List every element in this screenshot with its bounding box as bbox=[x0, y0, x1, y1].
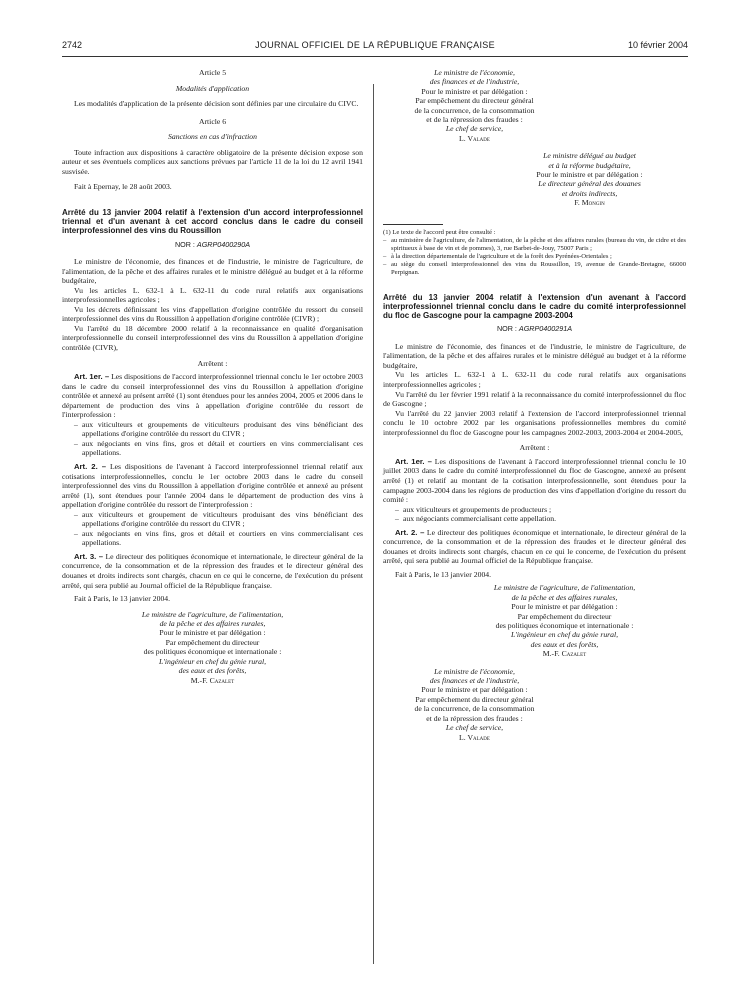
signature-line: Pour le ministre et par délégation : bbox=[536, 170, 643, 180]
art-2-label: Art. 2. – bbox=[395, 527, 425, 537]
list-item: – au ministère de l'agriculture, de l'alimentation, de la pêche et des affaires rurales (bureau du vin, de cidre et des spiritueux à base de vin et de pommes), 3, rue Barbet-de-Jouy, 75007 Paris ; bbox=[383, 237, 686, 253]
arrete-1-arretent: Arrêtent : bbox=[197, 358, 228, 368]
signatory-name: M.-F. Cazalet bbox=[190, 675, 235, 685]
arrete-1-preamble: Le ministre de l'économie, des finances et de l'industrie, le ministre de l'agriculture, de l'alimentation, de la pêche et des affaires rurales et le ministre délégué au budget et à la réforme budgétaire, bbox=[62, 257, 363, 286]
art-1-text: Les dispositions de l'accord interprofessionnel triennal conclu le 1er octobre 2003 dans le cadre du conseil interprofessionnel des vins du Roussillon à appellation d'origine contrôlée et annexé au présent arrêté (1) sont étendues pour les années 2004, 2005 et 2006 dans le département de production des vins à appellation d'origine contrôlée du ressort de l'interprofession : bbox=[62, 372, 363, 420]
signature-agriculture bbox=[62, 610, 363, 685]
signature-line: Pour le ministre et par délégation : bbox=[421, 685, 528, 695]
signatory-name: L. Valade bbox=[459, 133, 490, 143]
signature-line: Par empêchement du directeur bbox=[165, 637, 260, 647]
art-3-label: Art. 3. – bbox=[74, 551, 104, 561]
list-item: – aux viticulteurs et groupement de viticulteurs produisant des vins bénéficiant des appellations d'origine contrôlée du ressort du CIVR ; bbox=[74, 510, 363, 529]
signature-line: Par empêchement du directeur bbox=[517, 611, 612, 621]
list-item: – au siège du conseil interprofessionnel des vins du Roussillon, 19, avenue de Grande-Bretagne, 66000 Perpignan. bbox=[383, 261, 686, 277]
article-5-text: Les modalités d'application de la présente décision sont définies par une circulaire du CIVC. bbox=[74, 99, 359, 109]
signature-line: L'ingénieur en chef du génie rural, bbox=[158, 656, 267, 666]
journal-title: JOURNAL OFFICIEL DE LA RÉPUBLIQUE FRANÇAISE bbox=[255, 40, 495, 50]
list-item: – aux négociants en vins fins, gros et détail et courtiers en vins commercialisant ces appellations. bbox=[74, 529, 363, 548]
signature-line: et de la répression des fraudes : bbox=[426, 713, 523, 723]
left-column bbox=[62, 68, 363, 685]
signature-line: des politiques économique et internationale : bbox=[495, 621, 634, 631]
arrete-2-art-1 bbox=[383, 457, 686, 505]
signature-line: de la pêche et des affaires rurales, bbox=[159, 619, 266, 629]
issue-date: 10 février 2004 bbox=[627, 40, 688, 50]
arrete-1-vu-2: Vu les décrets définissant les vins d'appellation d'origine contrôlée du ressort du conseil interprofessionnel des vins du Roussillon à appellation d'origine contrôlée (CIVR) ; bbox=[62, 304, 363, 324]
signature-line: des eaux et des forêts, bbox=[178, 666, 247, 676]
list-item: – aux viticulteurs et groupements de viticulteurs produisant des vins bénéficiant des appellations d'origine contrôlée du ressort du CIVR ; bbox=[74, 420, 363, 439]
signature-line: Pour le ministre et par délégation : bbox=[511, 602, 618, 612]
signature-line: Le ministre délégué au budget bbox=[543, 151, 636, 161]
arrete-1-art-3 bbox=[62, 552, 363, 590]
signature-line: Le ministre de l'économie, bbox=[434, 68, 515, 77]
list-item: – aux viticulteurs et groupements de producteurs ; bbox=[395, 505, 686, 515]
signature-line: Par empêchement du directeur général bbox=[415, 96, 534, 106]
list-item: – aux négociants commercialisant cette appellation. bbox=[395, 514, 686, 524]
header-rule bbox=[62, 56, 688, 57]
right-column bbox=[383, 68, 686, 742]
art-1-label: Art. 1er. – bbox=[395, 456, 432, 466]
signature-economie bbox=[383, 667, 686, 742]
arrete-1-art-1 bbox=[62, 372, 363, 420]
arrete-2-preamble: Le ministre de l'économie, des finances et de l'industrie, le ministre de l'agriculture, de l'alimentation, de la pêche et des affaires rurales et le ministre délégué au budget et à la réforme budgétaire, bbox=[383, 341, 686, 370]
signature-line: Le ministre de l'agriculture, de l'alimentation, bbox=[141, 609, 284, 619]
nor-1-label: NOR : bbox=[174, 239, 195, 249]
nor-1 bbox=[62, 240, 363, 250]
arrete-1-art-2 bbox=[62, 462, 363, 510]
arrete-2-vu-3: Vu l'arrêté du 22 janvier 2003 relatif à l'extension de l'accord interprofessionnel triennal conclu le 10 octobre 2002 par les organisations professionnelles membres du comité interprofessionnel du floc de Gascogne pour les campagnes 2002-2003, 2003-2004 et 2004-2005, bbox=[383, 408, 686, 437]
signature-line: et à la réforme budgétaire, bbox=[548, 160, 631, 170]
signature-line: Pour le ministre et par délégation : bbox=[421, 86, 528, 96]
art-1-label: Art. 1er. – bbox=[74, 372, 110, 382]
art-2-text: Le directeur des politiques économique et internationale, le directeur général de la concurrence, de la consommation et de la répression des fraudes et le directeur général des douanes et droits indirects sont chargés, chacun en ce qui le concerne, de l'exécution du présent arrêté, qui sera publié au Journal officiel de la République française. bbox=[383, 527, 687, 566]
list-item: – à la direction départementale de l'agriculture et de la forêt des Pyrénées-Orientales ; bbox=[383, 253, 686, 261]
arrete-2-title: Arrêté du 13 janvier 2004 relatif à l'extension d'un avenant à l'accord interprofessionnel triennal conclu dans le cadre du comité interprofessionnel du floc de Gascogne pour la campagne 2003-2004 bbox=[383, 292, 686, 321]
signature-line: des eaux et des forêts, bbox=[530, 639, 599, 649]
page-number: 2742 bbox=[62, 40, 83, 50]
article-6-text: Toute infraction aux dispositions à caractère obligatoire de la présente décision expose son auteur et ses éventuels complices aux sanctions prévues par l'article 11 de la loi du 12 avril 1941 susvisée. bbox=[62, 147, 363, 176]
list-item: – aux négociants en vins fins, gros et détail et courtiers en vins commercialisant ces appellations. bbox=[74, 439, 363, 458]
signature-line: Le directeur général des douanes bbox=[538, 179, 641, 189]
art-2-list bbox=[62, 510, 363, 548]
nor-1-code: AGRP0400290A bbox=[196, 239, 251, 249]
nor-2 bbox=[383, 324, 686, 334]
art-1-list bbox=[383, 505, 686, 524]
arrete-2-vu-2: Vu l'arrêté du 1er février 1991 relatif à la reconnaissance du comité interprofessionnel du floc de Gascogne ; bbox=[383, 389, 686, 409]
art-1-list bbox=[62, 420, 363, 458]
arrete-1-vu-1: Vu les articles L. 632-1 à L. 632-11 du code rural relatifs aux organisations interprofessionnelles agricoles ; bbox=[62, 285, 363, 305]
fait-paris-1: Fait à Paris, le 13 janvier 2004. bbox=[74, 594, 171, 604]
article-6-heading: Sanctions en cas d'infraction bbox=[168, 132, 257, 142]
signatory-name: F. Mongin bbox=[574, 198, 605, 208]
signature-line: des politiques économique et internationale : bbox=[143, 647, 282, 657]
signature-budget bbox=[383, 151, 686, 207]
article-5-heading: Modalités d'application bbox=[175, 83, 250, 93]
arrete-2-art-2 bbox=[383, 528, 686, 566]
article-6-label: Article 6 bbox=[198, 116, 227, 126]
footnote-intro: (1) Le texte de l'accord peut être consulté : bbox=[383, 228, 496, 236]
signature-line: de la concurrence, de la consommation bbox=[414, 704, 535, 714]
signature-line: Le chef de service, bbox=[445, 723, 504, 733]
signature-line: Le ministre de l'agriculture, de l'alimentation, bbox=[493, 583, 636, 593]
art-3-text: Le directeur des politiques économique et internationale, le directeur général de la concurrence, de la consommation et de la répression des fraudes et le directeur général des douanes et droits indirects sont chargés, chacun en ce qui le concerne, de l'exécution du présent arrêté, qui sera publié au Journal officiel de la République française. bbox=[62, 551, 364, 590]
signature-line: et de la répression des fraudes : bbox=[426, 115, 523, 125]
footnote bbox=[383, 224, 686, 277]
footnote-rule bbox=[383, 224, 443, 225]
signature-line: et droits indirects, bbox=[561, 188, 618, 198]
signature-line: Par empêchement du directeur général bbox=[415, 694, 534, 704]
signature-line: Le chef de service, bbox=[445, 124, 504, 134]
article-5-label: Article 5 bbox=[198, 68, 227, 77]
art-2-label: Art. 2. – bbox=[74, 462, 107, 472]
nor-2-code: AGRP0400291A bbox=[518, 324, 573, 334]
fait-paris-2: Fait à Paris, le 13 janvier 2004. bbox=[395, 569, 492, 579]
fait-epernay: Fait à Epernay, le 28 août 2003. bbox=[74, 182, 172, 192]
art-1-text: Les dispositions de l'avenant à l'accord interprofessionnel triennal conclu le 10 juillet 2003 dans le cadre du comité interprofessionnel du floc de Gascogne, annexé au présent arrêté (1) et relatif au montant de la cotisation interprofessionnelle, sont étendues pour la campagne 2003-2004 dans les régions de production des vins d'appellation d'origine du ressort du comité : bbox=[383, 456, 686, 505]
footnote-list bbox=[383, 237, 686, 277]
signatory-name: L. Valade bbox=[459, 732, 490, 742]
signature-line: de la pêche et des affaires rurales, bbox=[511, 592, 618, 602]
signature-line: Pour le ministre et par délégation : bbox=[159, 628, 266, 638]
art-2-text: Les dispositions de l'avenant à l'accord interprofessionnel triennal relatif aux cotisations interprofessionnelles, conclu le 1er octobre 2003 dans le cadre du conseil interprofessionnel des vins du Roussillon à appellation d'origine contrôlée et annexé au présent arrêté (1), sont étendues pour l'année 2004 dans le département de production des vins à appellation d'origine contrôlée du ressort de l'interprofession : bbox=[62, 462, 364, 510]
signatory-name: M.-F. Cazalet bbox=[542, 649, 587, 659]
page-header bbox=[62, 40, 688, 54]
signature-line: de la concurrence, de la consommation bbox=[414, 105, 535, 115]
signature-line: L'ingénieur en chef du génie rural, bbox=[510, 630, 619, 640]
signature-line: des finances et de l'industrie, bbox=[429, 77, 520, 87]
signature-line: des finances et de l'industrie, bbox=[429, 676, 520, 686]
signature-economie-top bbox=[383, 68, 686, 143]
nor-2-label: NOR : bbox=[496, 324, 517, 334]
signature-agriculture bbox=[383, 583, 686, 658]
column-divider bbox=[373, 84, 374, 964]
arrete-1-title: Arrêté du 13 janvier 2004 relatif à l'extension d'un accord interprofessionnel triennal et d'un avenant à cet accord conclus dans le cadre du conseil interprofessionnel des vins du Roussillon bbox=[62, 207, 363, 236]
arrete-2-vu-1: Vu les articles L. 632-1 à L. 632-11 du code rural relatifs aux organisations interprofessionnelles agricoles ; bbox=[383, 370, 686, 390]
arrete-1-vu-3: Vu l'arrêté du 18 décembre 2000 relatif à la reconnaissance en qualité d'organisation interprofessionnelle du conseil interprofessionnel des vins du Roussillon à appellation d'origine contrôlée (CIVR), bbox=[62, 323, 363, 352]
arrete-2-arretent: Arrêtent : bbox=[519, 443, 550, 453]
signature-line: Le ministre de l'économie, bbox=[434, 666, 515, 676]
